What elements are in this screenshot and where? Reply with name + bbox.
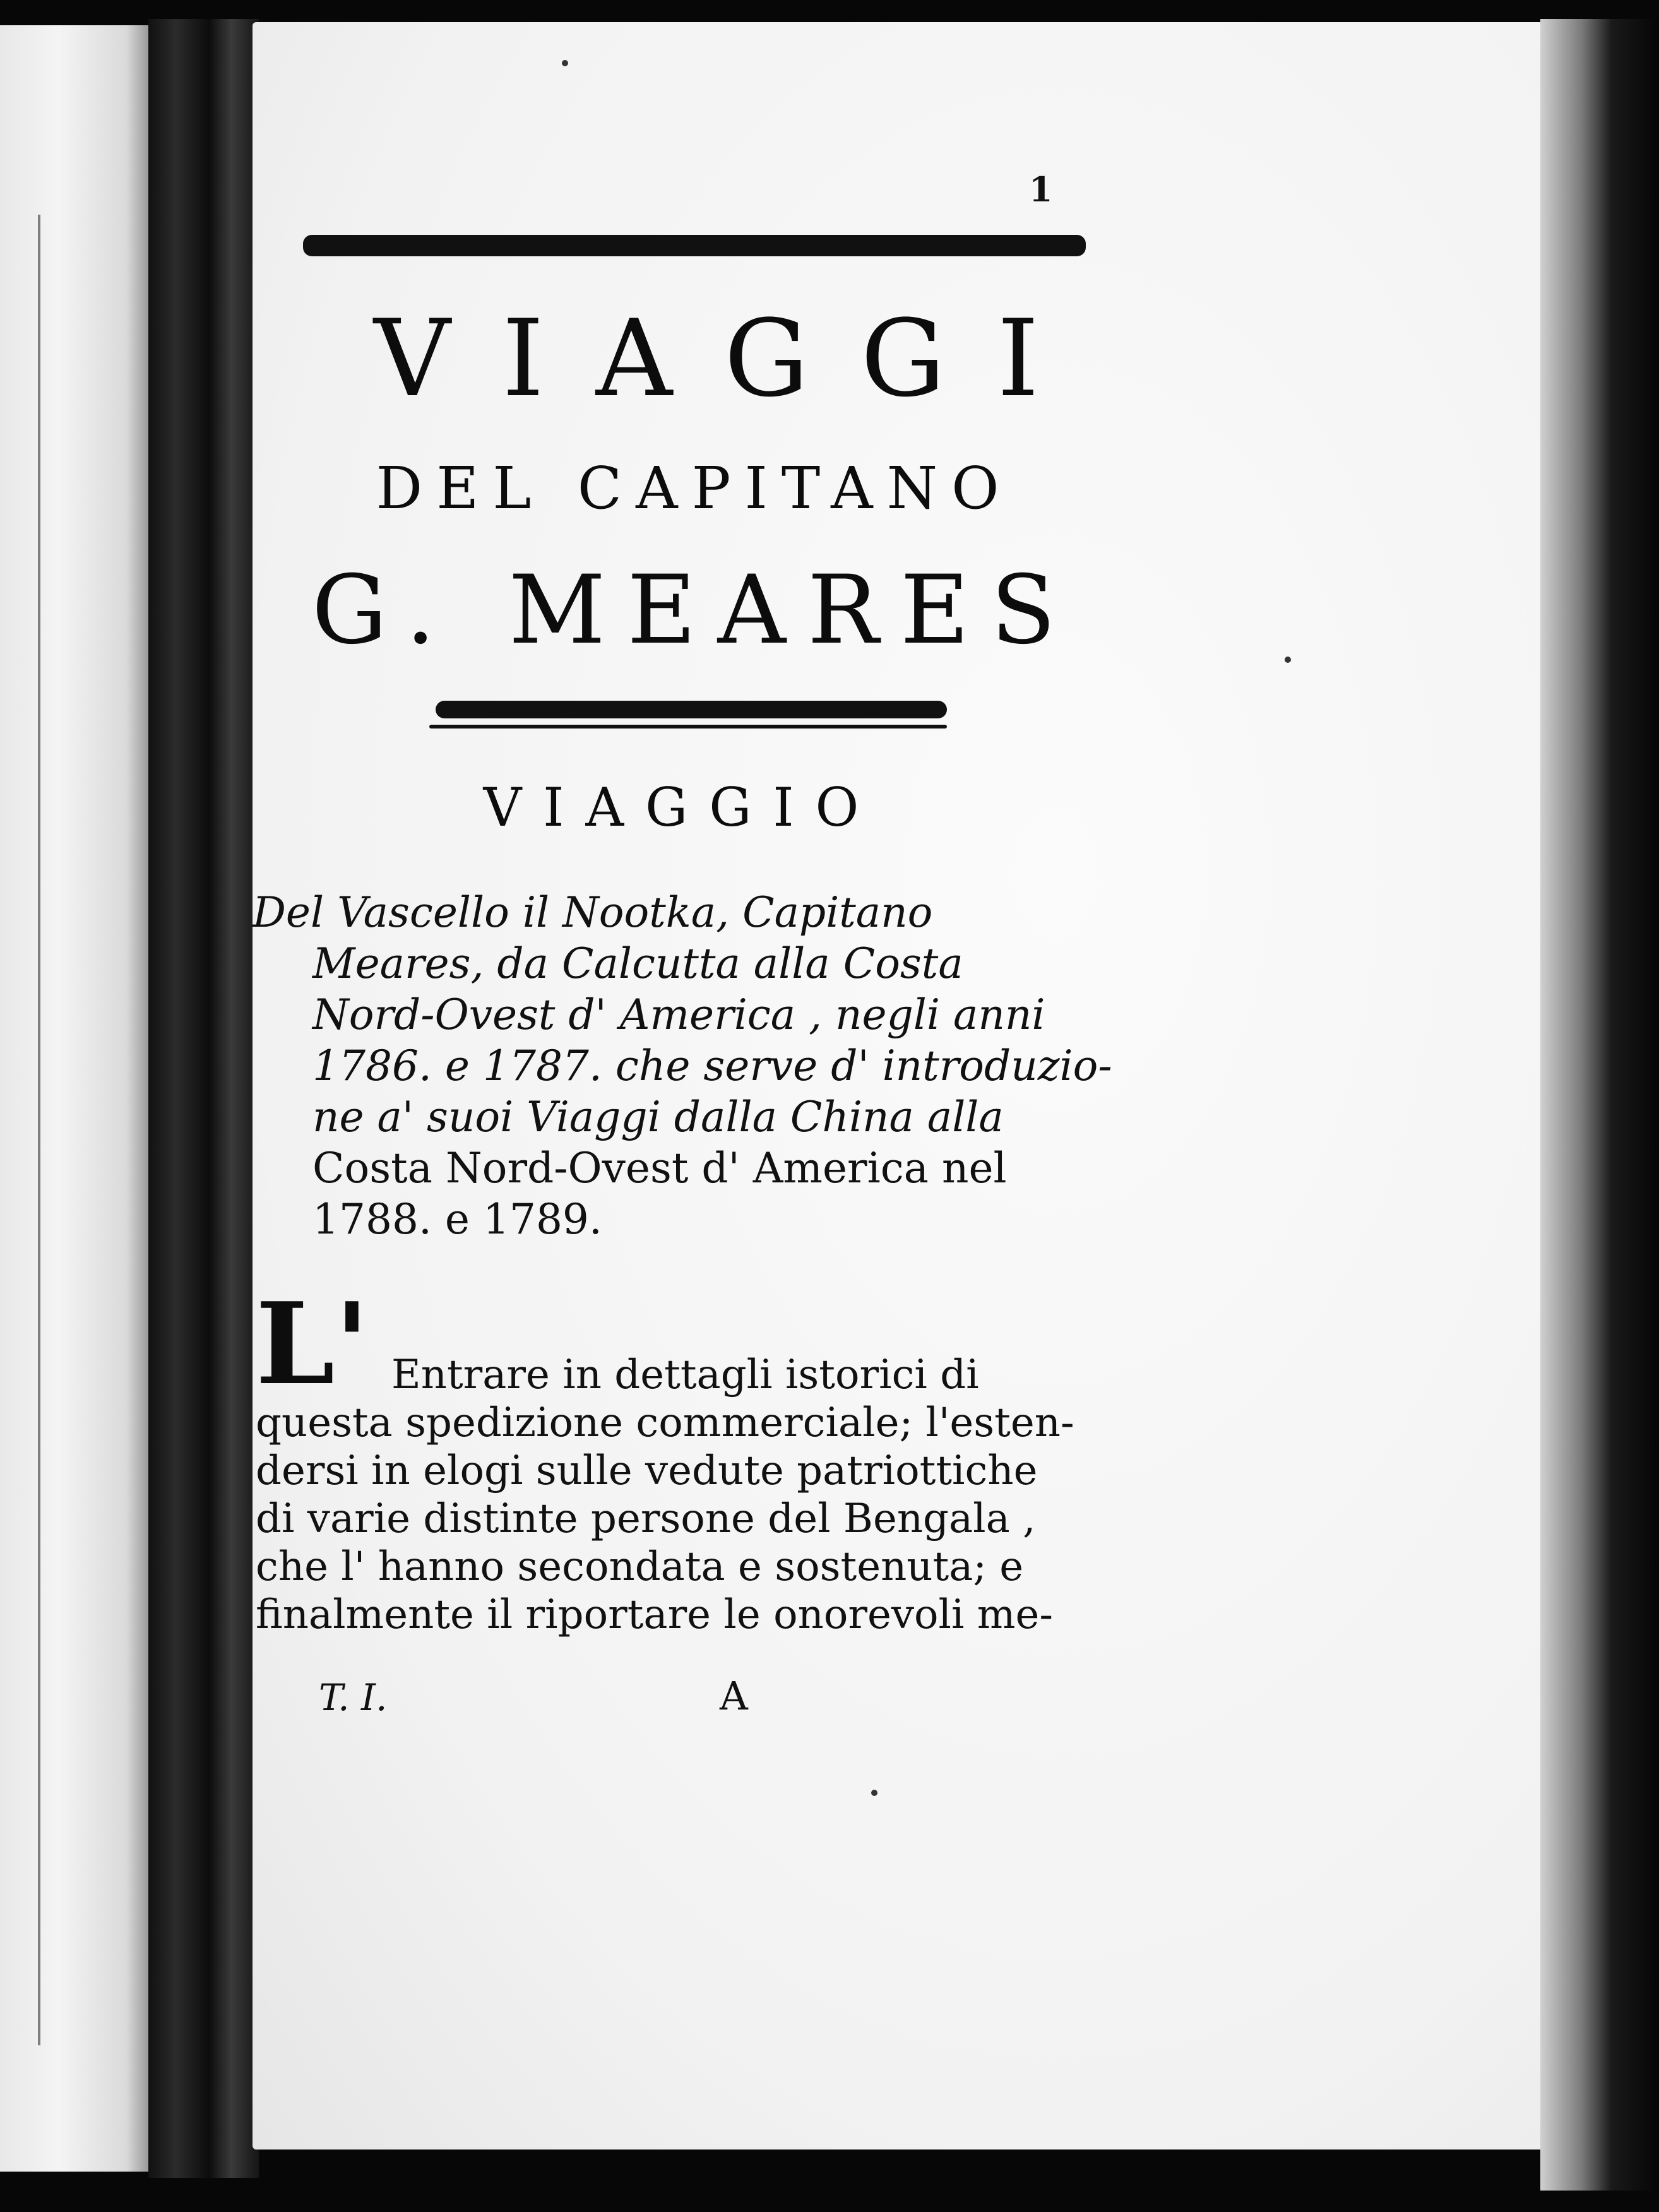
title-viaggi: VIAGGI	[374, 297, 1091, 420]
footer-volume: T. I.	[319, 1676, 388, 1719]
subtitle-block	[253, 887, 1124, 1245]
body-line: questa spedizione commerciale; l'esten-	[256, 1400, 1074, 1446]
facing-page-edge	[0, 25, 152, 2172]
subtitle-line: Del Vascello il Nootka, Capitano	[253, 888, 933, 937]
section-heading: VIAGGIO	[483, 776, 881, 838]
title-del-capitano: DEL CAPITANO	[376, 455, 1013, 522]
body-line: dersi in elogi sulle vedute patriottiche	[256, 1448, 1038, 1494]
page-edge-shadow	[1540, 19, 1659, 2191]
body-text	[256, 1351, 1127, 1639]
subtitle-line: Costa Nord-Ovest d' America nel	[312, 1144, 1007, 1192]
title-meares: G. MEARES	[311, 556, 1078, 665]
page-number: 1	[1029, 169, 1053, 210]
subtitle-line: Nord-Ovest d' America , negli anni	[312, 990, 1045, 1039]
subtitle-line: 1788. e 1789.	[312, 1195, 602, 1244]
body-line: Entrare in dettagli istorici di	[391, 1352, 979, 1398]
body-line: che l' hanno secondata e sostenuta; e	[256, 1543, 1024, 1590]
top-rule	[303, 235, 1086, 256]
ink-speck	[1285, 657, 1291, 663]
middle-rule	[436, 701, 947, 718]
middle-rule-thin	[429, 725, 947, 728]
body-line: di varie distinte persone del Bengala ,	[256, 1495, 1036, 1542]
ink-speck	[871, 1790, 877, 1796]
footer-signature: A	[720, 1673, 748, 1719]
ink-speck	[562, 60, 568, 66]
book-gutter	[148, 19, 259, 2178]
subtitle-line: Meares, da Calcutta alla Costa	[312, 939, 963, 988]
subtitle-line: ne a' suoi Viaggi dalla China alla	[312, 1093, 1004, 1141]
body-line: finalmente il riportare le onorevoli me-	[256, 1591, 1053, 1638]
subtitle-line: 1786. e 1787. che serve d' introduzio-	[312, 1042, 1112, 1090]
drop-cap: L'	[256, 1278, 369, 1410]
